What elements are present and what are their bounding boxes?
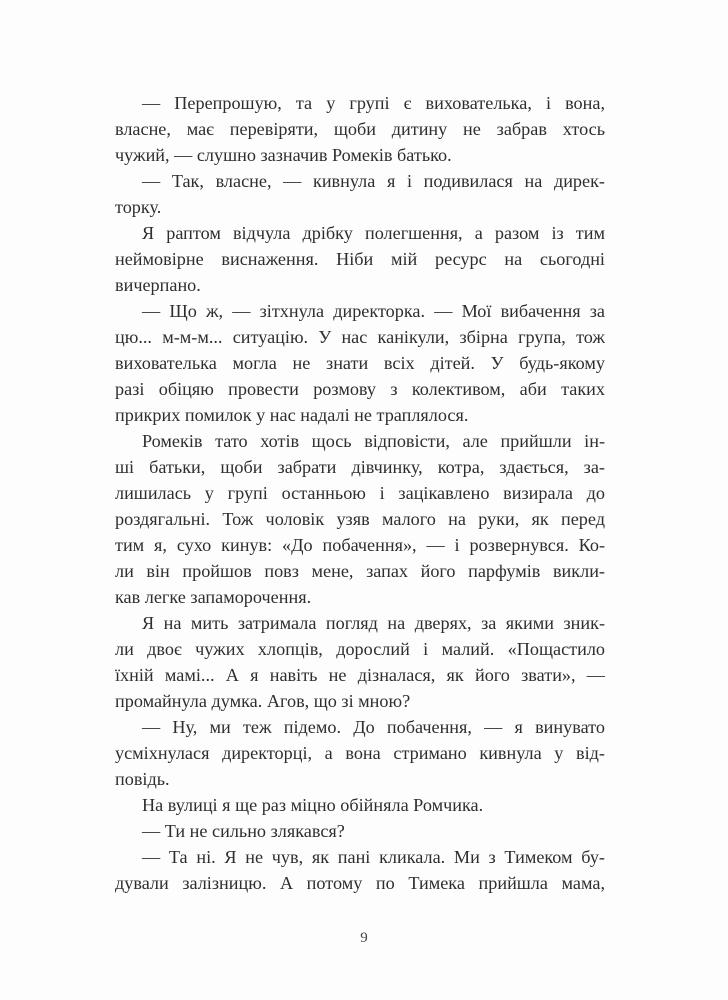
page-number: 9 — [360, 930, 368, 946]
text-line: неймовірне виснаження. Ніби мій ресурс на сьогодні — [115, 249, 605, 269]
text-line: дували залізницю. А потому по Тимека прийшла мама, — [115, 873, 605, 893]
text-line: тим я, сухо кинув: «До побачення», — і розвернувся. Ко- — [115, 535, 605, 555]
text-line: вичерпано. — [115, 275, 201, 295]
text-line: ли двоє чужих хлопців, дорослий і малий. «Пощастило — [115, 639, 605, 659]
text-line: — Перепрошую, та у групі є вихователька, і вона, — [142, 93, 605, 113]
text-line: Ромеків тато хотів щось відповісти, але прийшли ін- — [142, 431, 605, 451]
text-line: усміхнулася директорці, а вона стримано кивнула у від- — [115, 743, 605, 763]
text-line: власне, має перевіряти, щоби дитину не забрав хтось — [115, 119, 605, 139]
text-line: — Ти не сильно злякався? — [142, 821, 345, 841]
text-line: — Та ні. Я не чув, як пані кликала. Ми з Тимеком бу- — [142, 847, 605, 867]
text-line: кав легке запаморочення. — [115, 587, 312, 607]
text-line: вихователька могла не знати всіх дітей. У будь-якому — [115, 353, 605, 373]
text-line: їхній мамі... А я навіть не дізналася, як його звати», — — [115, 665, 605, 685]
text-line: — Що ж, — зітхнула директорка. — Мої вибачення за — [142, 301, 605, 321]
text-line: повідь. — [115, 769, 170, 789]
text-line: роздягальні. Тож чоловік узяв малого на руки, як перед — [115, 509, 605, 529]
text-line: — Так, власне, — кивнула я і подивилася на дирек- — [142, 171, 605, 191]
text-line: ли він пройшов повз мене, запах його парфумів викли- — [115, 561, 605, 581]
text-line: На вулиці я ще раз міцно обійняла Ромчика. — [142, 795, 484, 815]
text-line: разі обіцяю провести розмову з колективом, аби таких — [115, 379, 605, 399]
text-line: — Ну, ми теж підемо. До побачення, — я винувато — [142, 717, 605, 737]
text-line: цю... м-м-м... ситуацію. У нас канікули, збірна група, тож — [115, 327, 605, 347]
text-line: торку. — [115, 197, 162, 217]
text-line: промайнула думка. Агов, що зі мною? — [115, 691, 411, 711]
text-line: лишилась у групі останньою і зацікавлено визирала до — [115, 483, 605, 503]
page-body-text — [115, 90, 605, 896]
text-line: прикрих помилок у нас надалі не траплялося. — [115, 405, 469, 425]
text-line: ші батьки, щоби забрати дівчинку, котра, здається, за- — [115, 457, 605, 477]
text-line: Я раптом відчула дрібку полегшення, а разом із тим — [142, 223, 605, 243]
text-line: Я на мить затримала погляд на дверях, за якими зник- — [142, 613, 605, 633]
text-line: чужий, — слушно зазначив Ромеків батько. — [115, 145, 452, 165]
